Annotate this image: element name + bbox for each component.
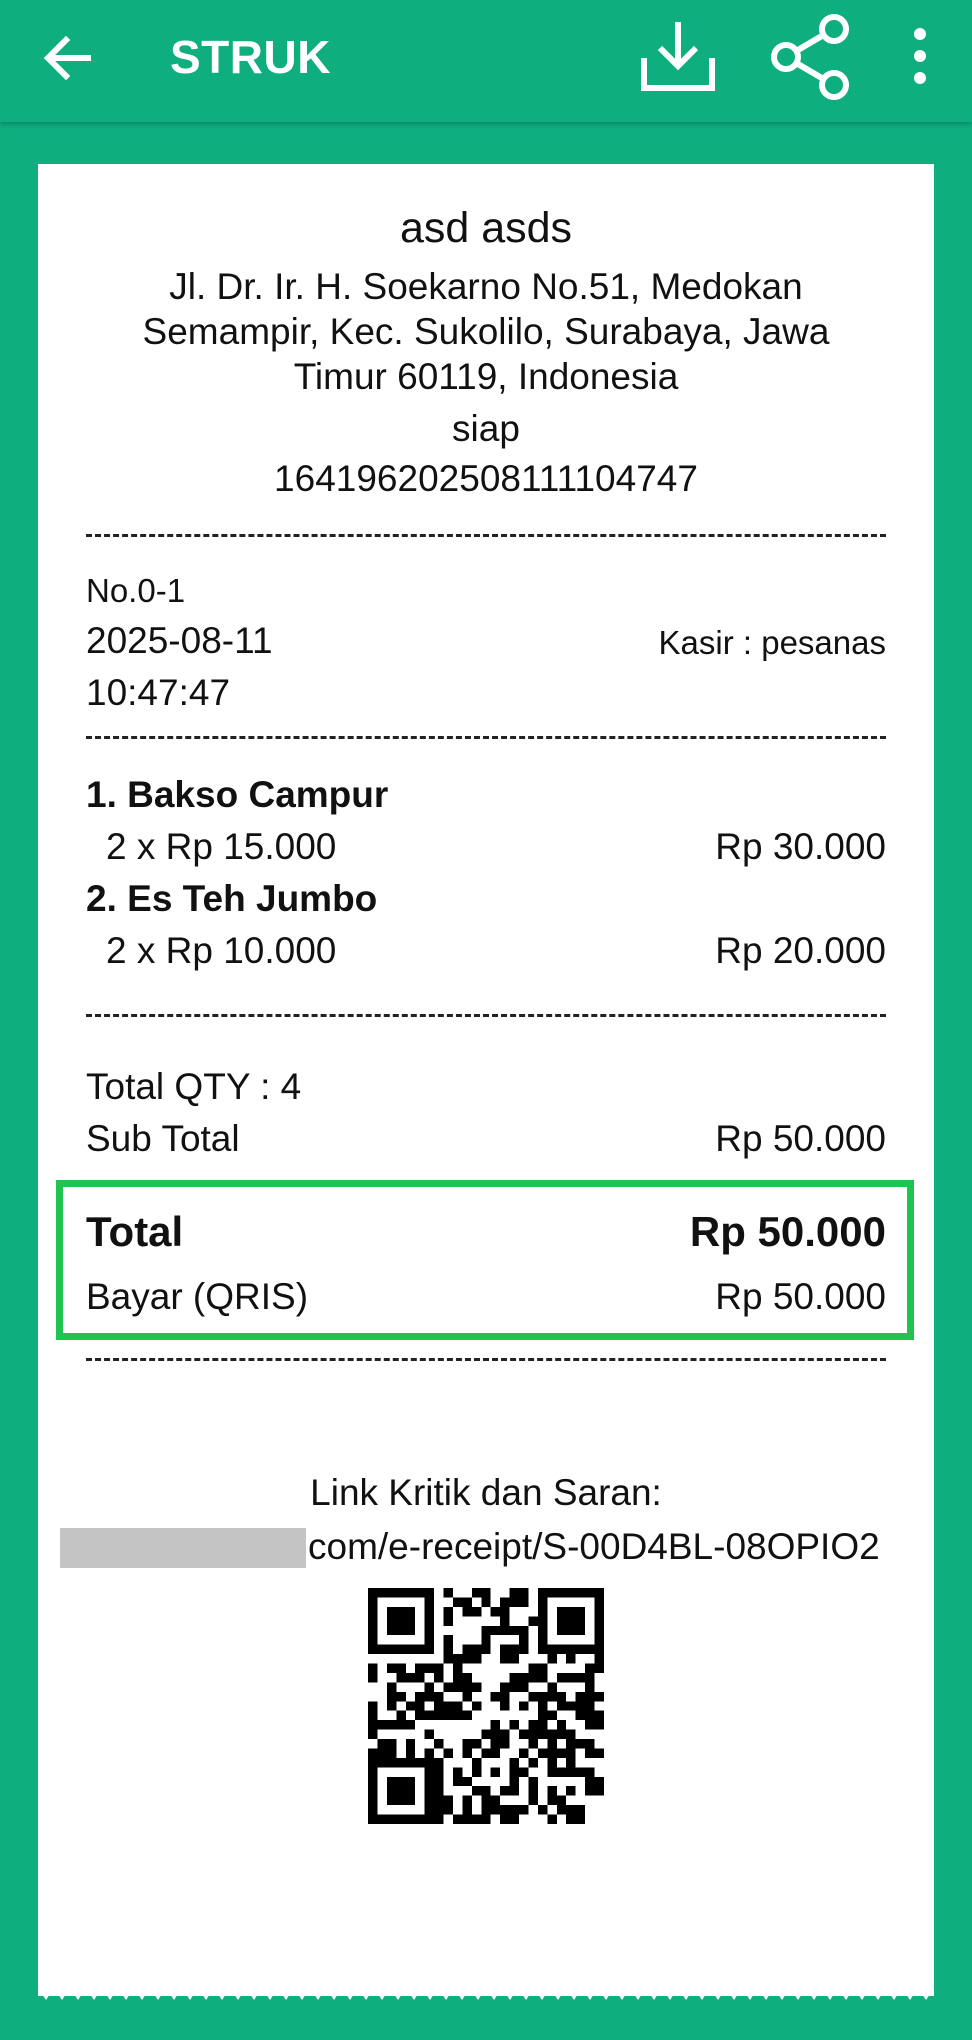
divider (86, 534, 886, 537)
more-vert-icon[interactable] (900, 24, 940, 88)
item-qty-price: 2 x Rp 15.000 (106, 826, 337, 867)
app-bar (0, 0, 972, 122)
item-name: 1. Bakso Campur (86, 774, 389, 815)
divider (86, 1358, 886, 1361)
feedback-link[interactable]: com/e-receipt/S-00D4BL-08OPIO2 (308, 1526, 880, 1567)
total-qty: Total QTY : 4 (86, 1066, 302, 1107)
receipt-date: 2025-08-11 (86, 620, 273, 661)
store-name: asd asds (399, 204, 573, 252)
receipt-time: 10:47:47 (86, 672, 231, 713)
receipt-number: No.0-1 (86, 572, 186, 609)
receipt-torn-edge-bottom (38, 1988, 934, 2002)
download-icon[interactable] (638, 14, 718, 94)
redacted-link-prefix (60, 1528, 306, 1568)
qr-code (368, 1588, 604, 1824)
feedback-label: Link Kritik dan Saran: (310, 1472, 662, 1513)
item-total: Rp 30.000 (715, 826, 886, 867)
cashier-name: Kasir : pesanas (658, 624, 886, 661)
share-icon[interactable] (768, 14, 854, 100)
receipt-torn-edge-top (38, 162, 934, 176)
transaction-code: 164196202508111104747 (274, 458, 698, 499)
store-address: Jl. Dr. Ir. H. Soekarno No.51, Medokan Semampir, Kec. Sukolilo, Surabaya, Jawa Timur 60119, Indonesia (142, 266, 830, 397)
order-status: siap (452, 408, 520, 449)
subtotal-value: Rp 50.000 (715, 1118, 886, 1159)
divider (86, 1014, 886, 1017)
item-total: Rp 20.000 (715, 930, 886, 971)
page-title: STRUK (170, 31, 331, 83)
subtotal-label: Sub Total (86, 1118, 240, 1159)
payment-method-label: Bayar (QRIS) (86, 1276, 309, 1317)
payment-value: Rp 50.000 (715, 1276, 886, 1317)
divider (86, 736, 886, 739)
arrow-back-icon[interactable] (36, 26, 100, 90)
total-value: Rp 50.000 (689, 1208, 886, 1255)
item-qty-price: 2 x Rp 10.000 (106, 930, 337, 971)
item-name: 2. Es Teh Jumbo (86, 878, 378, 919)
total-label: Total (86, 1208, 184, 1255)
